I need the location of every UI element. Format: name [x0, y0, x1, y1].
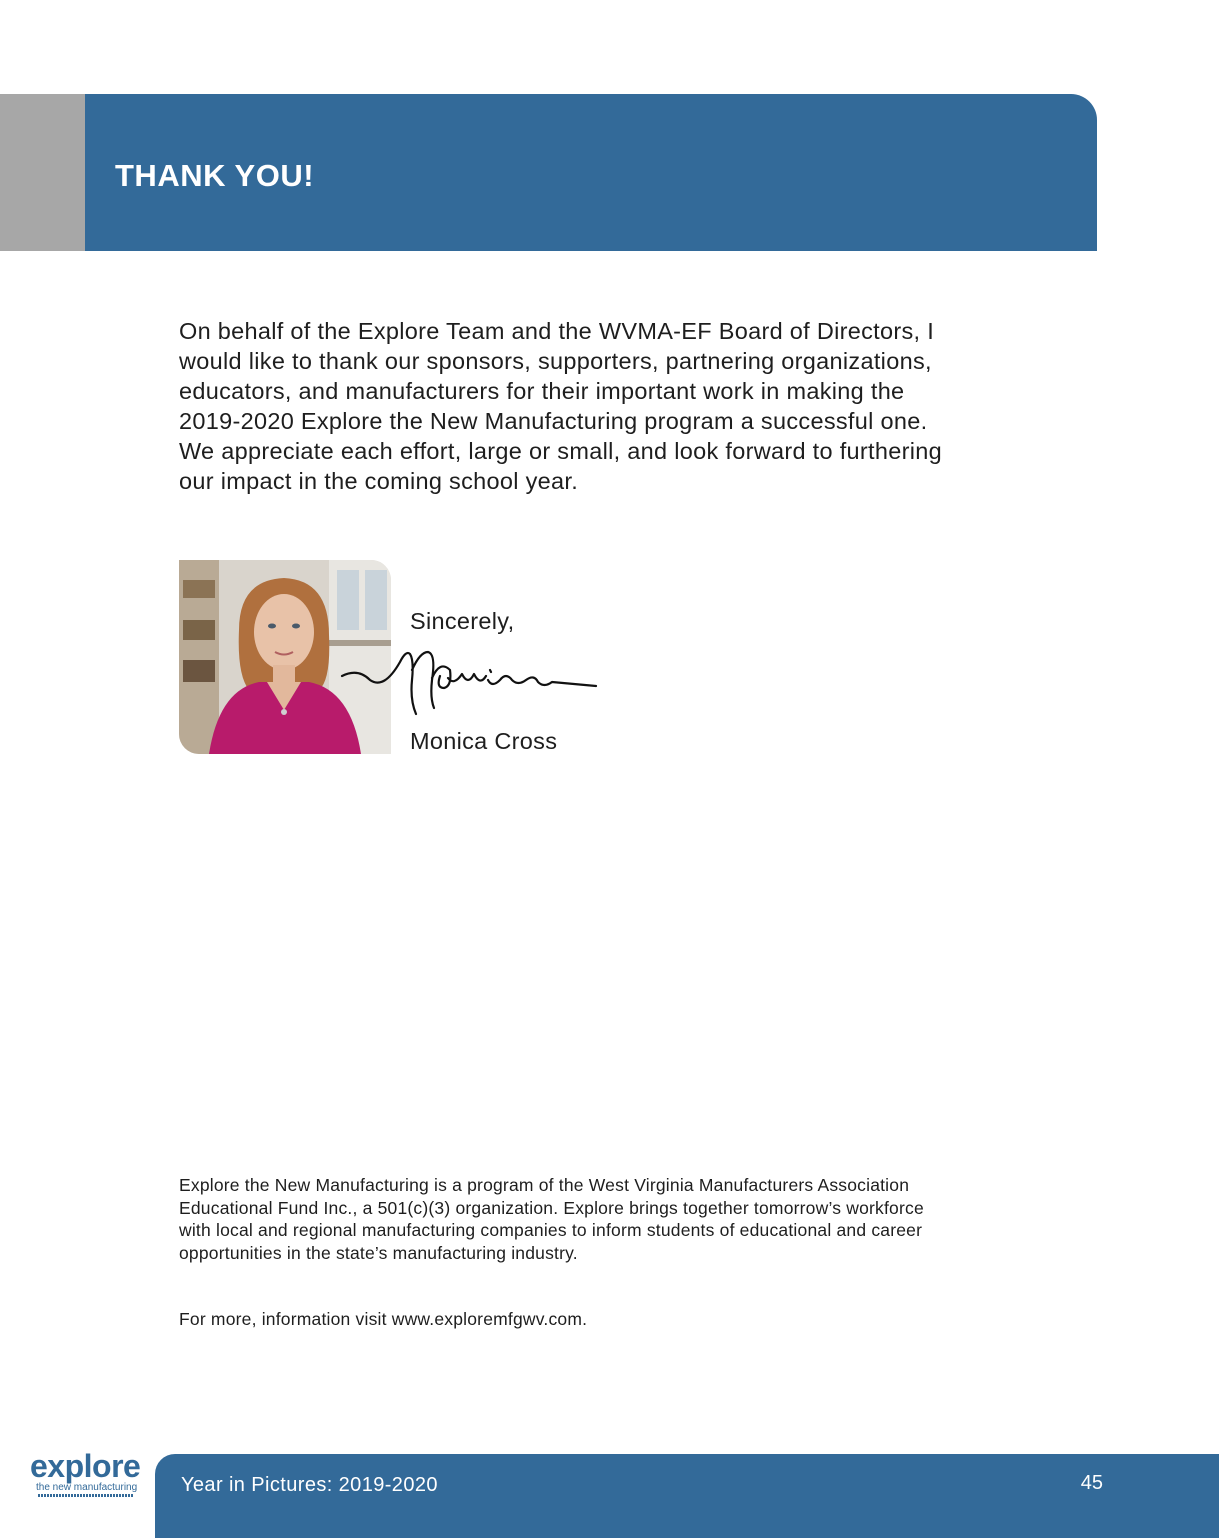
footer-band — [155, 1454, 1219, 1538]
logo-fine-print — [38, 1494, 134, 1497]
letter-body: On behalf of the Explore Team and the WVMA-EF Board of Directors, I would like to thank our sponsors, supporters, partnering organizations, educators, and manufacturers for their important work in making the 2019-2020 Explore the New Manufacturing program a successful one. We appreciate each effort, large or small, and look forward to furthering our impact in the coming school year. — [179, 318, 942, 494]
more-info-text: For more, information visit www.exploremfgwv.com. — [179, 1309, 588, 1329]
program-description: Explore the New Manufacturing is a program of the West Virginia Manufacturers Association Educational Fund Inc., a 501(c)(3) organization. Explore brings together tomorrow’s workforce with local and regional manufacturing companies to inform students of educational and career opportunities in the state’s manufacturing industry. — [179, 1175, 924, 1263]
logo-wordmark: explore — [30, 1448, 141, 1484]
page-number: 45 — [1080, 1472, 1103, 1494]
handwritten-signature — [340, 640, 600, 720]
letter-closing: Sincerely, — [410, 608, 515, 634]
signer-name: Monica Cross — [410, 728, 558, 754]
header-side-tab — [0, 94, 85, 251]
page-title: THANK YOU! — [115, 158, 315, 193]
header-band — [85, 94, 1097, 251]
explore-logo — [24, 1448, 148, 1508]
logo-tagline: the new manufacturing — [36, 1482, 138, 1493]
footer-title: Year in Pictures: 2019-2020 — [181, 1474, 438, 1496]
